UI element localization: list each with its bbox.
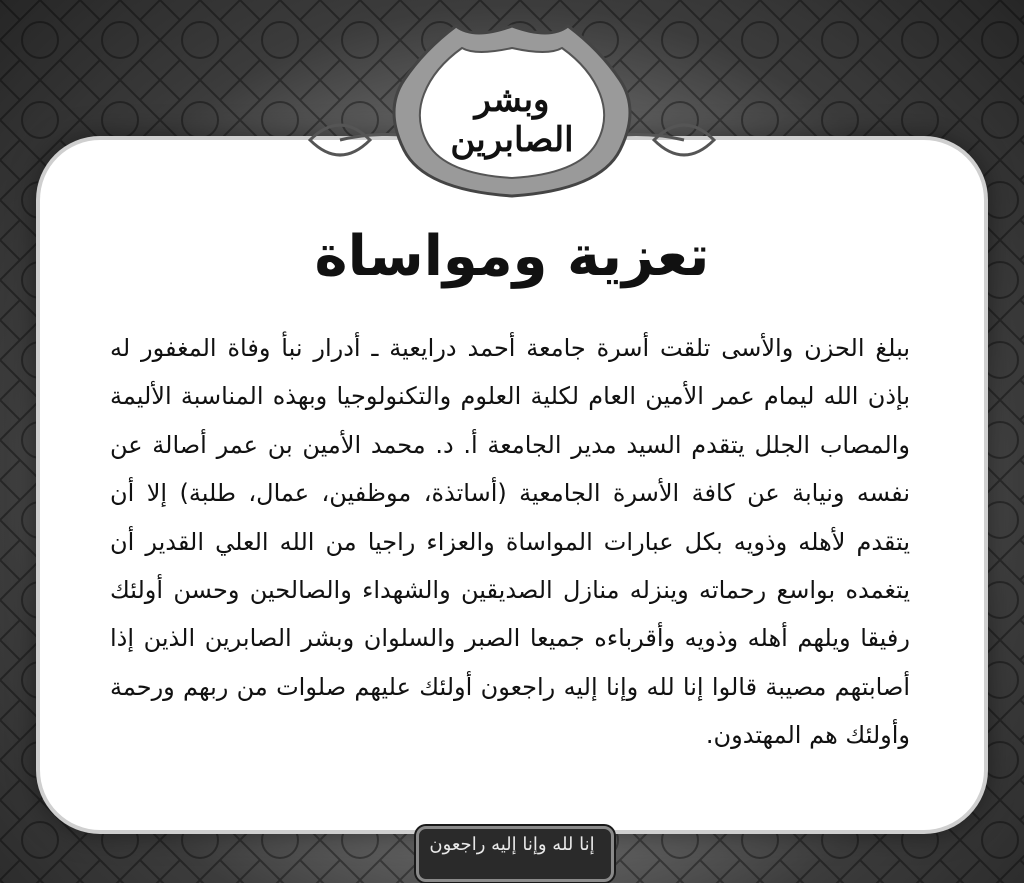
plaque-calligraphy: إنا لله وإنا إليه راجعون [429,834,595,855]
emblem-calligraphy: وبشر الصابرين [450,80,574,160]
condolence-message: ببلغ الحزن والأسى تلقت أسرة جامعة أحمد درايعية ـ أدرار نبأ وفاة المغفور له بإذن الله ليمام عمر الأمين العام لكلية العلوم والتكنولوجيا وبهذه المناسبة الأليمة والمصاب الجلل يتقدم السيد مدير الجامعة أ. د. محمد الأمين بن عمر أصالة عن نفسه ونيابة عن كافة الأسرة الجامعية (أساتذة، موظفين، عمال، طلبة) إلا أن يتقدم لأهله وذويه بكل عبارات المواساة والعزاء راجيا من الله العلي القدير أن يتغمده بواسع رحماته وينزله منازل الصديقين والشهداء والصالحين وحسن أولئك رفيقا ويلهم أهله وذويه وأقرباءه جميعا الصبر والسلوان وبشر الصابرين الذين إذا أصابتهم مصيبة قالوا إنا لله وإنا إليه راجعون أولئك عليهم صلوات من ربهم ورحمة وأولئك هم المهتدون. [110,334,910,750]
page-title: تعزية ومواساة [314,224,710,289]
